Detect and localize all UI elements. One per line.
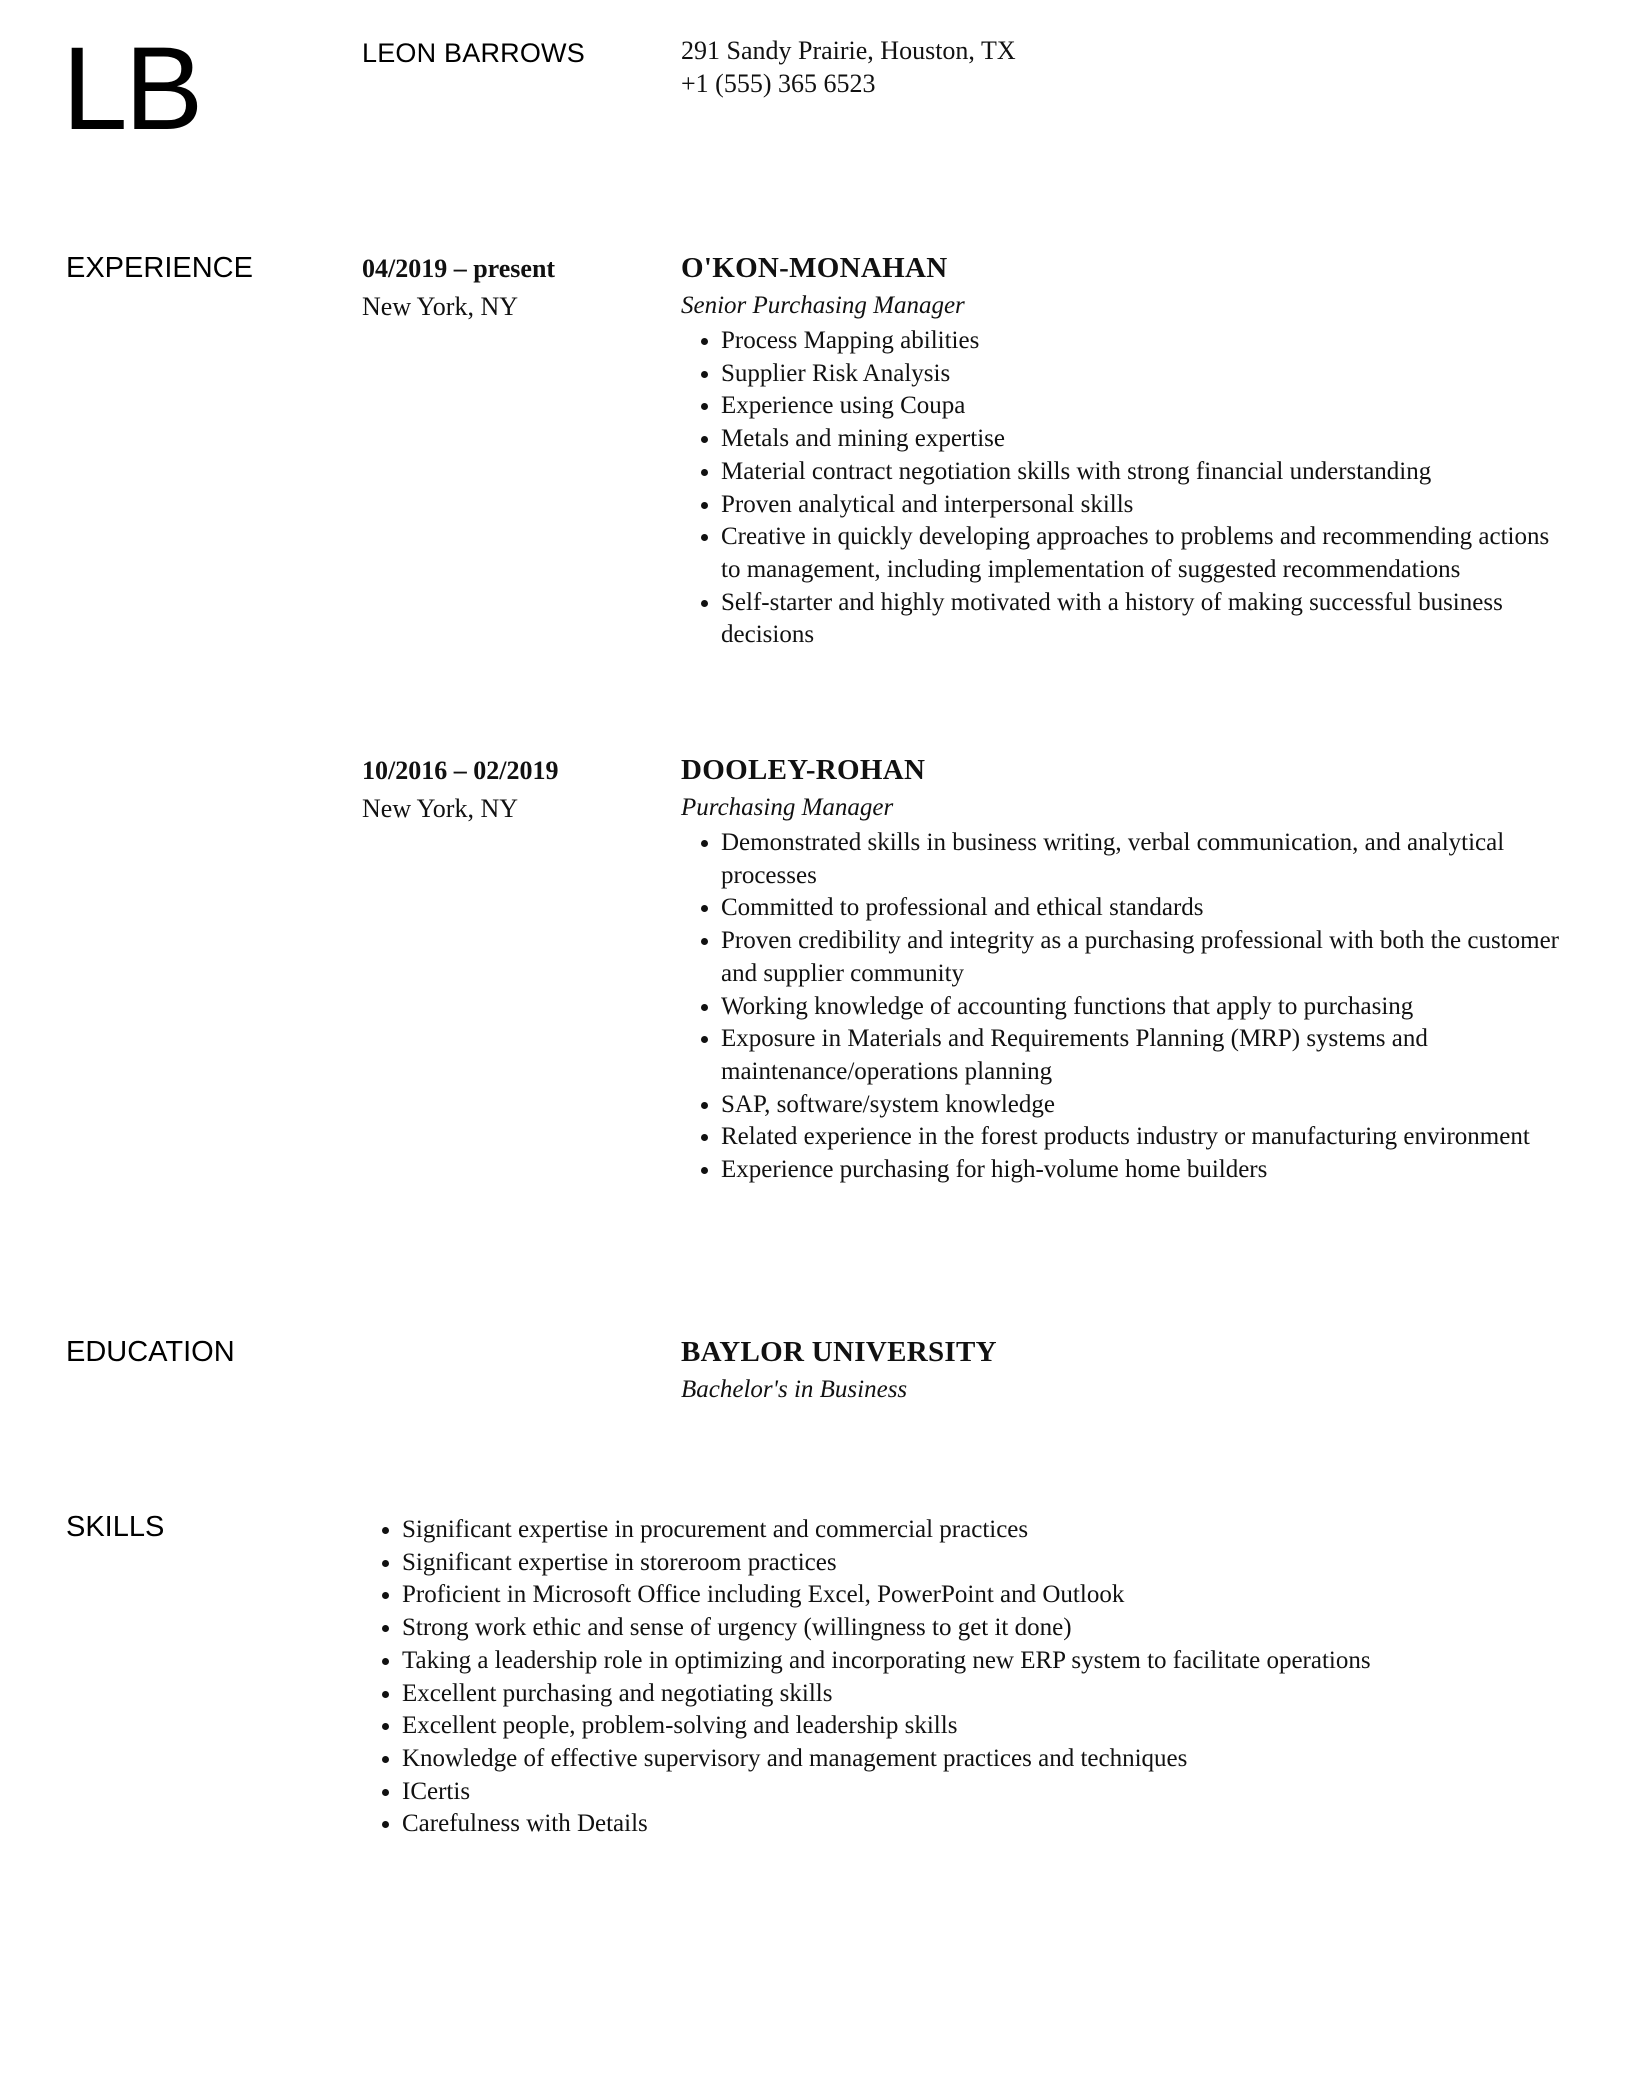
list-item: • Supplier Risk Analysis	[721, 358, 1561, 391]
list-item: • Excellent purchasing and negotiating skills	[402, 1678, 1562, 1711]
list-item: • Knowledge of effective supervisory and management practices and techniques	[402, 1743, 1562, 1776]
list-item: • Committed to professional and ethical standards	[721, 892, 1561, 925]
job-dates: 10/2016 – 02/2019	[362, 756, 559, 785]
skills-block	[362, 1514, 1562, 1841]
section-title-experience: EXPERIENCE	[66, 252, 253, 284]
school-name: BAYLOR UNIVERSITY	[681, 1336, 997, 1368]
list-item: • Excellent people, problem-solving and leadership skills	[402, 1710, 1562, 1743]
list-item: • Creative in quickly developing approaches to problems and recommending actions to management, including implementation of suggested recommendations	[721, 521, 1561, 586]
list-item: • Demonstrated skills in business writing, verbal communication, and analytical processes	[721, 827, 1561, 892]
list-item: • Experience using Coupa	[721, 390, 1561, 423]
job-meta	[362, 250, 555, 326]
job-bullets	[681, 325, 1561, 652]
list-item: • Taking a leadership role in optimizing and incorporating new ERP system to facilitate operations	[402, 1645, 1562, 1678]
skills-bullets	[362, 1514, 1562, 1841]
list-item: • ICertis	[402, 1776, 1562, 1809]
list-item: • Proven credibility and integrity as a purchasing professional with both the customer and supplier community	[721, 925, 1561, 990]
list-item: • Strong work ethic and sense of urgency (willingness to get it done)	[402, 1612, 1562, 1645]
list-item: • Carefulness with Details	[402, 1808, 1562, 1841]
list-item: • Related experience in the forest products industry or manufacturing environment	[721, 1121, 1561, 1154]
company-name: O'KON-MONAHAN	[681, 252, 948, 284]
list-item: • Metals and mining expertise	[721, 423, 1561, 456]
list-item: • Significant expertise in procurement and commercial practices	[402, 1514, 1562, 1547]
address: 291 Sandy Prairie, Houston, TX	[681, 36, 1016, 65]
company-name: DOOLEY-ROHAN	[681, 754, 926, 786]
contact-block	[681, 34, 1016, 100]
job-meta	[362, 752, 558, 828]
job-dates: 04/2019 – present	[362, 254, 556, 283]
job-location: New York, NY	[362, 292, 519, 321]
job-title: Purchasing Manager	[681, 794, 894, 821]
phone: +1 (555) 365 6523	[681, 69, 876, 98]
degree: Bachelor's in Business	[681, 1376, 908, 1403]
candidate-name: LEON BARROWS	[362, 38, 585, 68]
list-item: • Exposure in Materials and Requirements Planning (MRP) systems and maintenance/operations planning	[721, 1023, 1561, 1088]
job-entry	[681, 751, 1561, 1187]
job-title: Senior Purchasing Manager	[681, 292, 965, 319]
job-entry	[681, 249, 1561, 652]
section-title-skills: SKILLS	[66, 1511, 165, 1543]
list-item: • Self-starter and highly motivated with a history of making successful business decisions	[721, 587, 1561, 652]
education-entry	[681, 1333, 1561, 1409]
list-item: • Process Mapping abilities	[721, 325, 1561, 358]
job-location: New York, NY	[362, 794, 519, 823]
list-item: • Significant expertise in storeroom practices	[402, 1547, 1562, 1580]
list-item: • Material contract negotiation skills with strong financial understanding	[721, 456, 1561, 489]
section-title-education: EDUCATION	[66, 1336, 235, 1368]
list-item: • Working knowledge of accounting functions that apply to purchasing	[721, 991, 1561, 1024]
list-item: • SAP, software/system knowledge	[721, 1089, 1561, 1122]
list-item: • Proven analytical and interpersonal skills	[721, 489, 1561, 522]
monogram: LB	[62, 23, 201, 155]
list-item: • Proficient in Microsoft Office including Excel, PowerPoint and Outlook	[402, 1579, 1562, 1612]
list-item: • Experience purchasing for high-volume home builders	[721, 1154, 1561, 1187]
job-bullets	[681, 827, 1561, 1187]
